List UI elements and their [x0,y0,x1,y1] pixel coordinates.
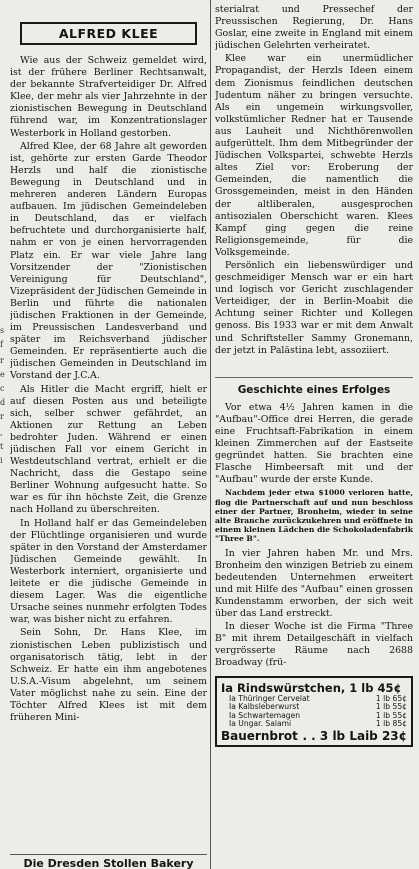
ad-footer-line [221,729,407,743]
edge-letter: t [0,442,4,451]
edge-letter: r [0,356,4,365]
article-paragraph: In vier Jahren haben Mr. und Mrs. Bronheim den winzigen Betrieb zu einem bedeutenden Unternehmen erweitert und mit Hilfe des "Aufbau" einen grossen Kundenstamm erworben, der sich weit über das Land erstreckt. [215,547,413,620]
article-paragraph: sterialrat und Pressechef der Preussischen Regierung, Dr. Hans Goslar, eine zweite in England mit einem jüdischen Gelehrten verheiratet. [215,4,413,52]
ad-main-label: Ia Rindswürstchen, 1 lb 45¢ [221,680,402,695]
edge-letter: c [0,384,5,393]
ad-item-price: 1 lb 85¢ [375,719,407,729]
edge-letter: d [0,398,6,407]
right-column [215,0,413,869]
edge-letter: i [0,456,3,465]
ad-item [221,720,407,729]
article-headline: ALFRED KLEE [20,22,197,45]
ad-item-price: 1 lb 55¢ [375,702,407,712]
ad-footer-right: . . 3 lb Laib 23¢ [302,728,407,743]
ad-item-name: Ia Kalbsleberwurst [229,702,300,712]
ad-item-name: Ia Ungar. Salami [229,719,292,729]
edge-letter: f [0,340,3,349]
next-article-headline: Die Dresden Stollen Bakery [10,854,207,869]
article-paragraph: In Holland half er das Gemeindeleben der Flüchtlinge organisieren und wurde später in den Vorstand der Amsterdamer Jüdischen Gemeinde gewählt. In Westerbork interniert, organisierte und leitete er die jüdische Gemeinde in diesem Lager. Was die eigentliche Ursache seines nunmehr erfolgten Todes war, was bisher nicht zu erfahren. [10,517,207,626]
left-column [10,0,207,869]
advertisement-box [215,676,413,747]
ad-item-price: 1 lb 55¢ [375,710,407,720]
ad-item-name: Ia Thüringer Cervelat [229,693,310,703]
edge-letter: e [0,370,5,379]
column-divider [210,0,211,869]
section-headline: Geschichte eines Erfolges [215,377,413,396]
edge-letter: r [0,412,4,421]
article-paragraph: Persönlich ein liebenswürdiger und geschmeidiger Mensch war er ein hart und logisch vor Gericht zuschlagender Verteidiger, der in Berlin-Moabit die Achtung seiner Richter und Kollegen genoss. Bis 1933 war er mit dem Anwalt und Schriftsteller Sammy Gronemann, der jetzt in Palästina lebt, assoziiert. [215,259,413,356]
article-paragraph: Alfred Klee, der 68 Jahre alt geworden ist, gehörte zur ersten Garde Theodor Herzls und half die zionistische Bewegung in Deutschland und in mehreren anderen Ländern Europas aufbauen. Im jüdischen Gemeindeleben in Deutschland, das er vielfach befruchtete und durchorganisierte half, nahm er von je einen hervorragenden Platz ein. Er war viele Jahre lang Vorsitzender der "Zionistischen Vereinigung für Deutschland", Vizepräsident der Jüdischen Gemeinde in Berlin und führte die nationalen jüdischen Fraktionen in der Gemeinde, im Preussischen Landesverband und später im Reichsverband jüdischer Gemeinden. Er repräsentierte auch die jüdischen Gemeinden in Deutschland im Vorstand der J.C.A. [10,140,207,382]
article-paragraph: Klee war ein unermüdlicher Propagandist, der Herzls Ideen einem dem Zionismus feindlichen deutschen Judentum näher zu bringen versuchte. Als ein ungemein wirkungsvoller, volkstümlicher Redner hat er Tausende aus Lauheit und Nichthörenwollen aufgerüttelt. Ihm dem Mitbegründer der Jüdischen Volkspartei, schwebte Herzls altes Ziel vor: Eroberung der Gemeinden, die namentlich die Grossgemeinden, meist in den Händen der altliberalen, ausgesprochen antisozialen Oberschicht waren. Klees Kampf ging gegen die reine Religionsgemeinde, für die Volksgemeinde. [215,53,413,258]
article-paragraph: In dieser Woche ist die Firma "Three B" mit ihrem Detailgeschäft in vielfach vergrösserte Räume nach 2688 Broadway (frü- [215,621,413,669]
article-paragraph: Als Hitler die Macht ergriff, hielt er auf diesen Posten aus und beteiligte sich, selber schwer gefährdet, an Aktionen zur Rettung an Leben bedrohter Juden. Während er einen jüdischen Fall vor einem Gericht in Westdeutschland vertrat, erhielt er die Nachricht, dass die Gestapo seine Berliner Wohnung aufgesucht hatte. So war es für ihn höchste Zeit, die Grenze nach Holland zu überschreiten. [10,383,207,516]
edge-letter: , [0,428,3,437]
ad-footer-left: Bauernbrot [221,728,298,743]
small-print-paragraph: Nachdem jeder etwa $1000 verloren hatte, flog die Partnerschaft auf und nun beschloss einer der Partner, Bronheim, wieder in seine alte Branche zurückzukehren und eröffnete in einem kleinen Lädchen die Schokoladenfabrik "Three B". [215,488,413,544]
article-paragraph: Vor etwa 4½ Jahren kamen in die "Aufbau"-Office drei Herren, die gerade eine Fruchtsaft-Fabrikation in einem kleinen Zimmerchen auf der Eastseite gegründet hatten. Sie brachten eine Flasche Himbeersaft mit und der "Aufbau" wurde der erste Kunde. [215,401,413,486]
edge-letter: s [0,326,5,335]
ad-item-price: 1 lb 65¢ [375,693,407,703]
ad-item-name: Ia Schwartemagen [229,710,301,720]
article-paragraph: Sein Sohn, Dr. Hans Klee, im zionistischen Leben publizistisch und organisatorisch tätig, lebt in der Schweiz. Er hatte ein ihm angebotenes U.S.A.-Visum abgelehnt, um seinem Vater möglichst nahe zu sein. Eine der Töchter Alfred Klees ist mit dem früheren Mini- [10,627,207,724]
article-paragraph: Wie aus der Schweiz gemeldet wird, ist der frühere Berliner Rechtsanwalt, der bekannte Strafverteidiger Dr. Alfred Klee, der mehr als vier Jahrzehnte in der zionistischen Bewegung in Deutschland führend war, im Konzentrationslager Westerbork in Holland gestorben. [10,55,207,139]
ad-main-line [221,681,407,695]
